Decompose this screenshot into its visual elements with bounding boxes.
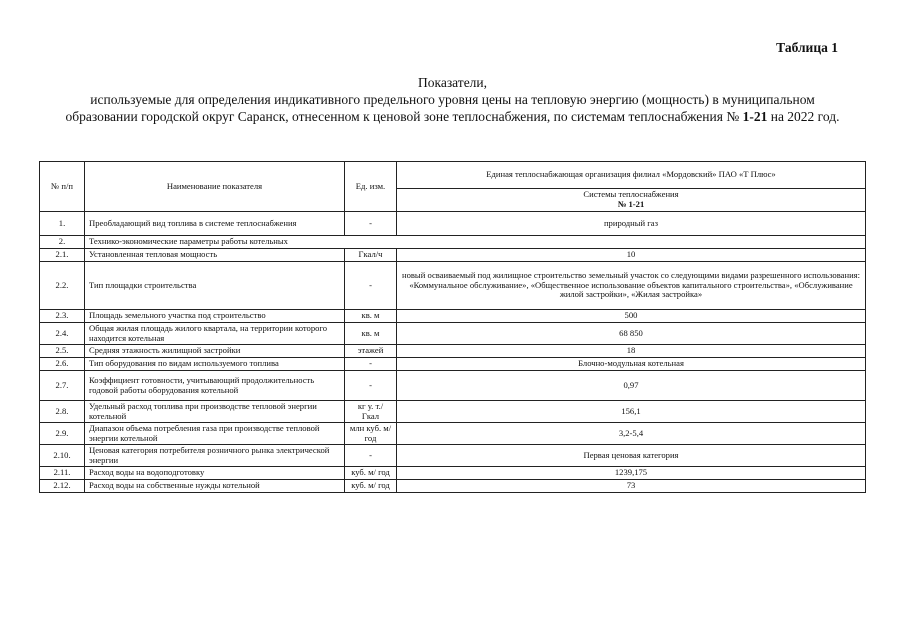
- row-unit: кв. м: [345, 310, 397, 323]
- row-unit: Гкал/ч: [345, 249, 397, 262]
- table-row: [40, 249, 866, 262]
- document-heading: [60, 74, 845, 125]
- row-unit: -: [345, 358, 397, 371]
- row-value: природный газ: [397, 212, 866, 236]
- header-organization: Единая теплоснабжающая организация филиал «Мордовский» ПАО «Т Плюс»: [397, 162, 866, 189]
- row-name: Диапазон объема потребления газа при производстве тепловой энергии котельной: [85, 423, 345, 445]
- table-row: [40, 310, 866, 323]
- row-name: Тип оборудования по видам используемого топлива: [85, 358, 345, 371]
- header-systems: [397, 189, 866, 212]
- row-name: Коэффициент готовности, учитывающий продолжительность годовой работы оборудования котельной: [85, 371, 345, 401]
- row-unit: -: [345, 262, 397, 310]
- row-name: Преобладающий вид топлива в системе теплоснабжения: [85, 212, 345, 236]
- indicators-table: [39, 161, 866, 493]
- row-num: 2.4.: [40, 323, 85, 345]
- row-name: Средняя этажность жилищной застройки: [85, 345, 345, 358]
- section-title: Технико-экономические параметры работы котельных: [85, 236, 866, 249]
- systems-title: Системы теплоснабжения: [583, 189, 679, 200]
- row-unit: -: [345, 445, 397, 467]
- row-value: 1239,175: [397, 467, 866, 480]
- row-unit: кв. м: [345, 323, 397, 345]
- row-num: 2.6.: [40, 358, 85, 371]
- row-num: 2.: [40, 236, 85, 249]
- systems-number: № 1-21: [617, 199, 645, 209]
- row-unit: -: [345, 212, 397, 236]
- header-unit: Ед. изм.: [345, 162, 397, 212]
- row-unit: куб. м/ год: [345, 480, 397, 493]
- heading-system-number: 1-21: [742, 109, 768, 124]
- table-row: [40, 345, 866, 358]
- table-row: [40, 371, 866, 401]
- header-num: № п/п: [40, 162, 85, 212]
- row-name: Тип площадки строительства: [85, 262, 345, 310]
- row-value: 0,97: [397, 371, 866, 401]
- row-unit: -: [345, 371, 397, 401]
- row-value: Первая ценовая категория: [397, 445, 866, 467]
- row-name: Площадь земельного участка под строительство: [85, 310, 345, 323]
- table-row: [40, 423, 866, 445]
- table-row: [40, 358, 866, 371]
- row-num: 2.2.: [40, 262, 85, 310]
- row-value: 68 850: [397, 323, 866, 345]
- table-row: [40, 212, 866, 236]
- row-unit: куб. м/ год: [345, 467, 397, 480]
- row-value: 73: [397, 480, 866, 493]
- row-unit: этажей: [345, 345, 397, 358]
- row-name: Установленная тепловая мощность: [85, 249, 345, 262]
- header-name: Наименование показателя: [85, 162, 345, 212]
- row-num: 2.8.: [40, 401, 85, 423]
- row-name: Удельный расход топлива при производстве тепловой энергии котельной: [85, 401, 345, 423]
- row-num: 2.11.: [40, 467, 85, 480]
- table-row: [40, 467, 866, 480]
- row-value: 500: [397, 310, 866, 323]
- row-name: Расход воды на собственные нужды котельной: [85, 480, 345, 493]
- row-value: 156,1: [397, 401, 866, 423]
- row-num: 2.7.: [40, 371, 85, 401]
- row-num: 2.1.: [40, 249, 85, 262]
- row-value: 18: [397, 345, 866, 358]
- header-row: [40, 162, 866, 189]
- heading-line-2: [60, 91, 845, 125]
- row-num: 2.12.: [40, 480, 85, 493]
- row-value: Блочно-модульная котельная: [397, 358, 866, 371]
- table-row: [40, 262, 866, 310]
- row-value: новый осваиваемый под жилищное строительство земельный участок со следующими видами разрешенного использования: «Коммунальное обслуживание», «Общественное использование объектов капитального строительства», «Обслуживание жилой застройки», «Жилая застройка»: [397, 262, 866, 310]
- row-unit: млн куб. м/год: [345, 423, 397, 445]
- row-value: 10: [397, 249, 866, 262]
- table-label: Таблица 1: [776, 40, 838, 55]
- row-name: Ценовая категория потребителя розничного рынка электрической энергии: [85, 445, 345, 467]
- heading-year: на 2022 год.: [767, 109, 840, 124]
- heading-line-1: Показатели,: [417, 75, 488, 90]
- heading-text: используемые для определения индикативного предельного уровня цены на тепловую энергию (мощность) в муниципальном образовании городской округ Саранск, отнесенном к ценовой зоне теплоснабжения, по системам теплоснабжения №: [65, 92, 815, 124]
- row-num: 2.5.: [40, 345, 85, 358]
- table-row: [40, 323, 866, 345]
- row-unit: кг у. т./ Гкал: [345, 401, 397, 423]
- row-num: 2.10.: [40, 445, 85, 467]
- row-num: 1.: [40, 212, 85, 236]
- table-row: [40, 401, 866, 423]
- table-row: [40, 480, 866, 493]
- row-name: Общая жилая площадь жилого квартала, на территории которого находится котельная: [85, 323, 345, 345]
- table-row: [40, 236, 866, 249]
- row-num: 2.3.: [40, 310, 85, 323]
- row-name: Расход воды на водоподготовку: [85, 467, 345, 480]
- table-row: [40, 445, 866, 467]
- row-num: 2.9.: [40, 423, 85, 445]
- row-value: 3,2-5,4: [397, 423, 866, 445]
